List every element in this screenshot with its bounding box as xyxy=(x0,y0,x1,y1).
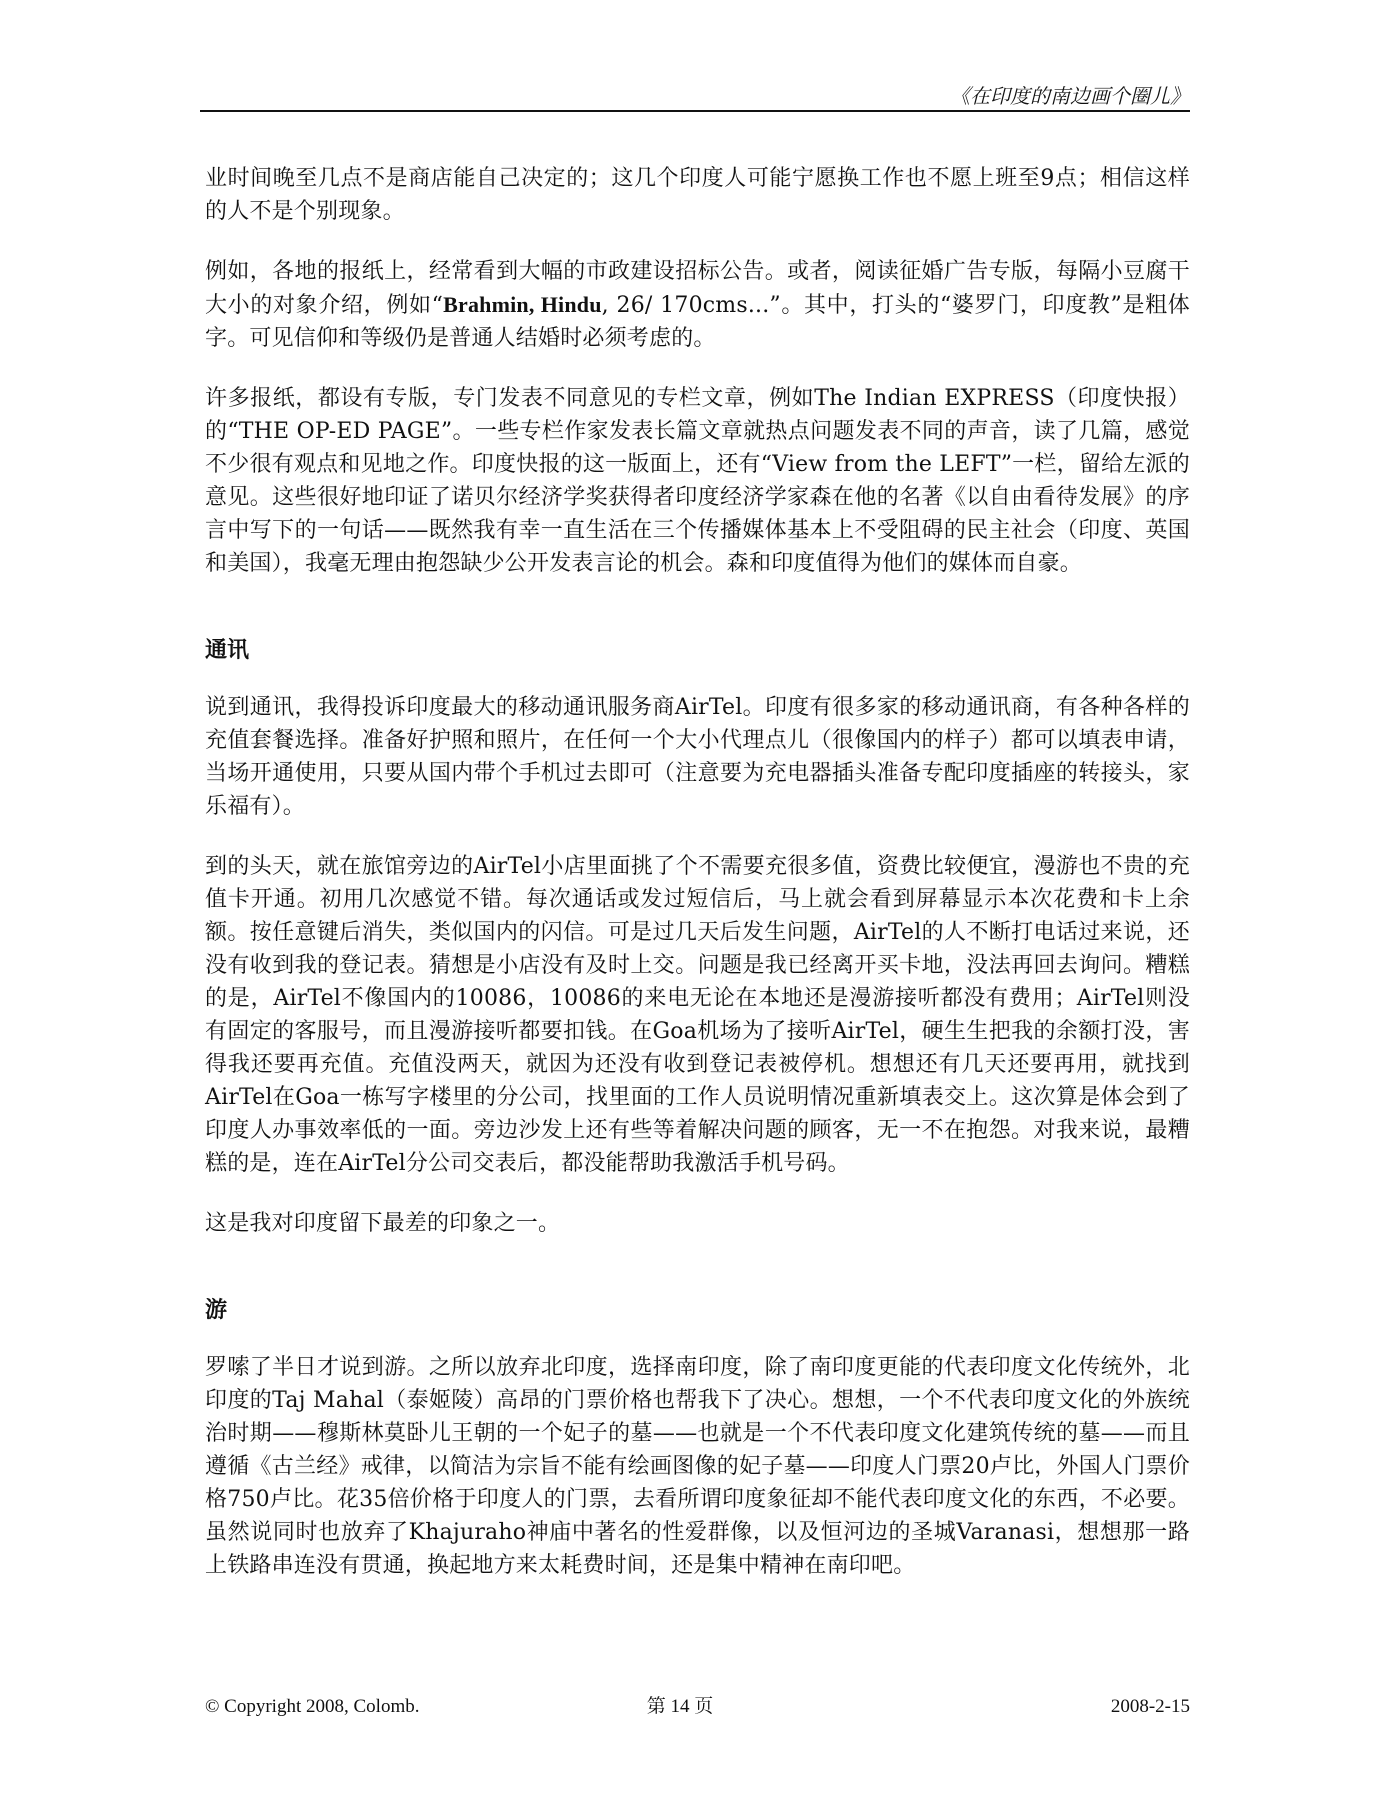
section-heading-travel: 游 xyxy=(205,1298,228,1323)
running-header: 《在印度的南边画个圈儿》 xyxy=(950,84,1190,108)
footer-copyright: © Copyright 2008, Colomb. xyxy=(205,1696,420,1717)
paragraph-travel-intro: 罗嗦了半日才说到游。之所以放弃北印度，选择南印度，除了南印度更能的代表印度文化传统外，北印度的Taj Mahal（泰姬陵）高昂的门票价格也帮我下了决心。想想，一个不代表印度文化的外族统治时期——穆斯林莫卧儿王朝的一个妃子的墓——也就是一个不代表印度文化建筑传统的墓——而且遵循《古兰经》戒律，以简洁为宗旨不能有绘画图像的妃子墓——印度人门票20卢比，外国人门票价格750卢比。花35倍价格于印度人的门票，去看所谓印度象征却不能代表印度文化的东西，不必要。虽然说同时也放弃了Khajuraho神庙中著名的性爱群像，以及恒河边的圣城Varanasi，想想那一路上铁路串连没有贯通，换起地方来太耗费时间，还是集中精神在南印吧。 xyxy=(205,1355,1190,1578)
footer-page-number: 第 14 页 xyxy=(646,1696,714,1717)
footer-date: 2008-2-15 xyxy=(1110,1696,1190,1717)
paragraph-business-hours: 业时间晚至几点不是商店能自己决定的；这几个印度人可能宁愿换工作也不愿上班至9点；相信这样的人不是个别现象。 xyxy=(205,166,1190,224)
paragraph-text: 例如，各地的报纸上，经常看到大幅的市政建设招标公告。或者，阅读征婚广告专版，每隔小豆腐干大小的对象介绍，例如“ xyxy=(205,259,1190,318)
paragraph-airtel-story: 到的头天，就在旅馆旁边的AirTel小店里面挑了个不需要充很多值，资费比较便宜，漫游也不贵的充值卡开通。初用几次感觉不错。每次通话或发过短信后，马上就会看到屏幕显示本次花费和卡上余额。按任意键后消失，类似国内的闪信。可是过几天后发生问题，AirTel的人不断打电话过来说，还没有收到我的登记表。猜想是小店没有及时上交。问题是我已经离开买卡地，没法再回去询问。糟糕的是，AirTel不像国内的10086，10086的来电无论在本地还是漫游接听都没有费用；AirTel则没有固定的客服号，而且漫游接听都要扣钱。在Goa机场为了接听AirTel，硬生生把我的余额打没，害得我还要再充值。充值没两天，就因为还没有收到登记表被停机。想想还有几天还要再用，就找到AirTel在Goa一栋写字楼里的分公司，找里面的工作人员说明情况重新填表交上。这次算是体会到了印度人办事效率低的一面。旁边沙发上还有些等着解决问题的顾客，无一不在抱怨。对我来说，最糟糕的是，连在AirTel分公司交表后，都没能帮助我激活手机号码。 xyxy=(205,854,1190,1176)
paragraph-marriage-ads xyxy=(205,255,1190,355)
header-rule xyxy=(200,110,1190,112)
paragraph-airtel-intro: 说到通讯，我得投诉印度最大的移动通讯服务商AirTel。印度有很多家的移动通讯商，有各种各样的充值套餐选择。准备好护照和照片，在任何一个大小代理点儿（很像国内的样子）都可以填表申请，当场开通使用，只要从国内带个手机过去即可（注意要为充电器插头准备专配印度插座的转接头，家乐福有）。 xyxy=(205,695,1190,819)
paragraph-newspapers: 许多报纸，都设有专版，专门发表不同意见的专栏文章，例如The Indian EXPRESS（印度快报）的“THE OP-ED PAGE”。一些专栏作家发表长篇文章就热点问题发表不同的声音，读了几篇，感觉不少很有观点和见地之作。印度快报的这一版面上，还有“View from the LEFT”一栏，留给左派的意见。这些很好地印证了诺贝尔经济学奖获得者印度经济学家森在他的名著《以自由看待发展》的序言中写下的一句话——既然我有幸一直生活在三个传播媒体基本上不受阻碍的民主社会（印度、英国和美国），我毫无理由抱怨缺少公开发表言论的机会。森和印度值得为他们的媒体而自豪。 xyxy=(205,386,1190,576)
page-body xyxy=(205,162,1190,1582)
section-heading-telecom: 通讯 xyxy=(205,638,250,663)
bold-ad-text: Brahmin, Hindu xyxy=(443,292,602,317)
paragraph-airtel-conclusion: 这是我对印度留下最差的印象之一。 xyxy=(205,1211,561,1236)
paragraph-text: , 26/ 170cms...”。其中，打头的“婆罗门，印度教”是粗体字。可见信仰和等级仍是普通人结婚时必须考虑的。 xyxy=(205,293,1190,351)
